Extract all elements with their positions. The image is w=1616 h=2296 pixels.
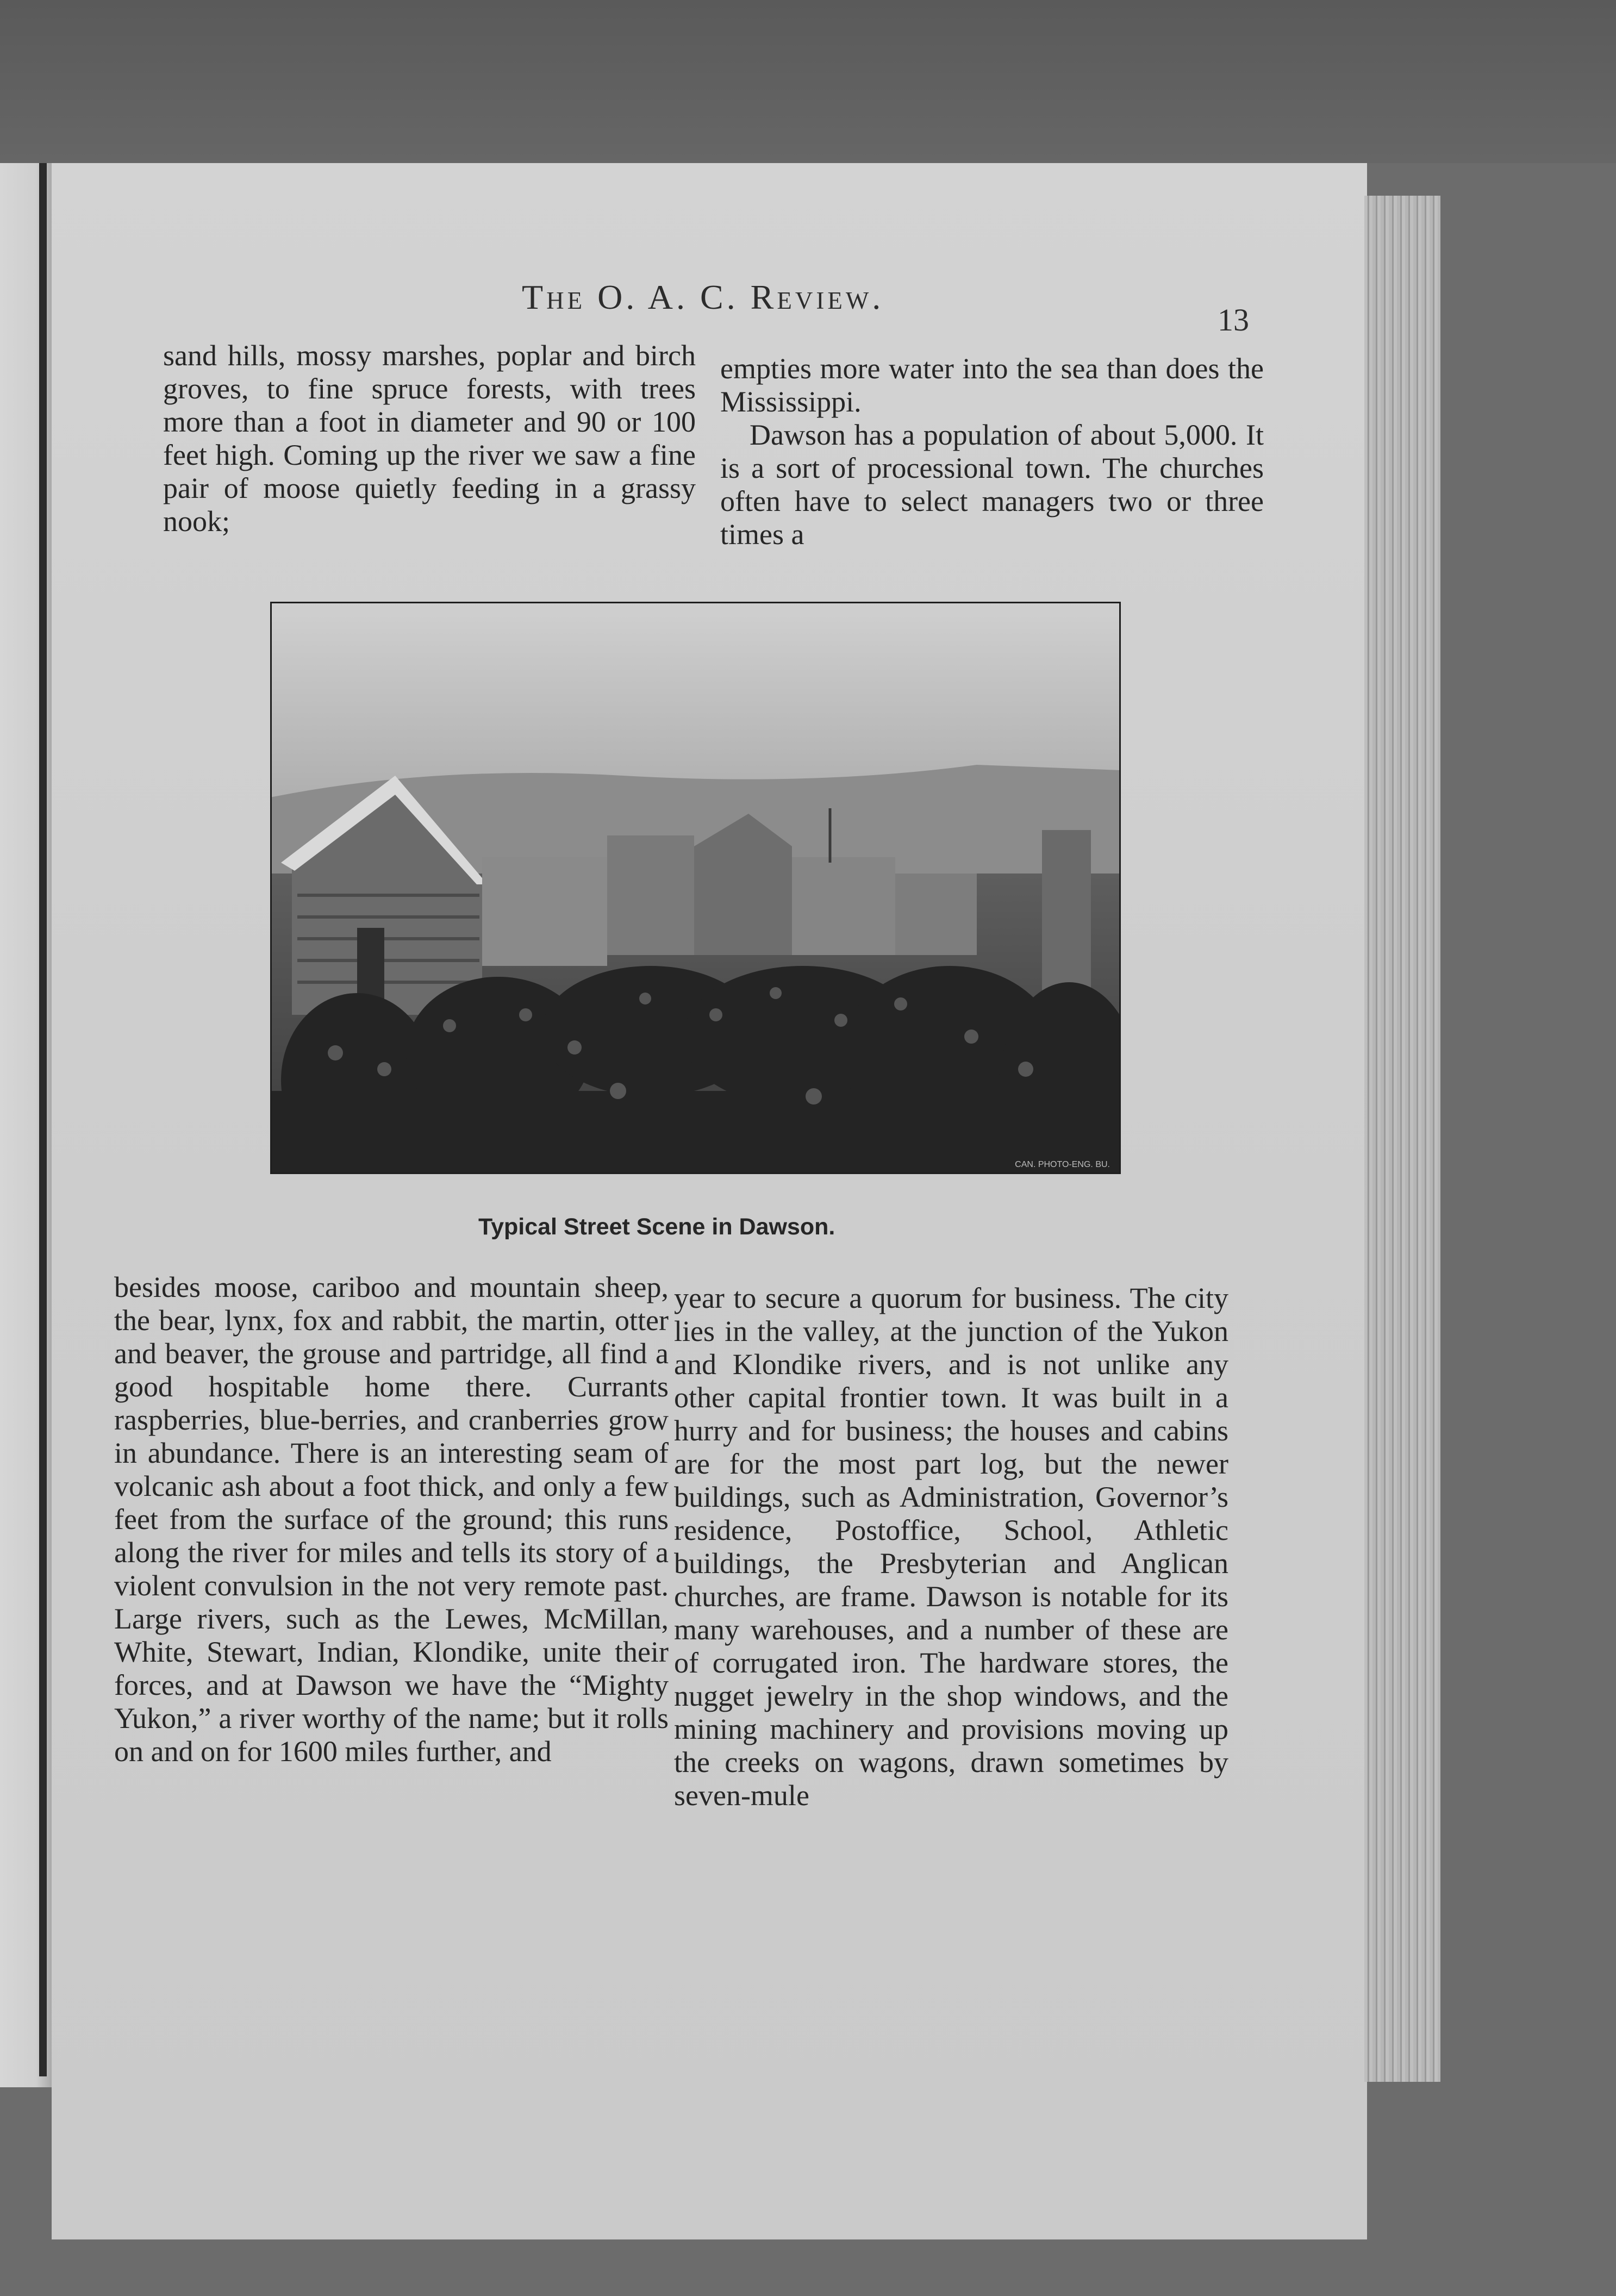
book-binding bbox=[39, 163, 47, 2076]
street-scene-photograph bbox=[270, 602, 1121, 1174]
paragraph: besides moose, cariboo and mountain sheep, the bear, lynx, fox and rabbit, the martin, otter and beaver, the grouse and partridge, all find a good hospitable home there. Currants raspberries, blue-berries, and cranberries grow in abundance. There is an interesting seam of volcanic ash about a foot thick, and only a few feet from the surface of the ground; this runs along the river for miles and tells its story of a violent convulsion in the not very remote past. Large rivers, such as the Lewes, McMillan, White, Stewart, Indian, Klondike, unite their forces, and at Dawson we have the “Mighty Yukon,” a river worthy of the name; but it rolls on and on for 1600 miles further, and bbox=[114, 1271, 669, 1768]
paragraph: sand hills, mossy marshes, poplar and birch groves, to fine spruce forests, with trees more than a foot in diameter and 90 or 100 feet high. Coming up the river we saw a fine pair of moose quietly feeding in a grassy nook; bbox=[163, 339, 696, 538]
page-number: 13 bbox=[1218, 302, 1249, 338]
building bbox=[607, 835, 694, 955]
building bbox=[792, 857, 895, 955]
building bbox=[895, 874, 977, 955]
cabin-door bbox=[357, 928, 384, 1004]
journal-title: The O. A. C. Review. bbox=[522, 278, 884, 316]
scan-background bbox=[0, 0, 1616, 163]
paragraph: empties more water into the sea than does the Mississippi. bbox=[720, 352, 1264, 418]
column-top-right bbox=[720, 352, 1264, 551]
column-bottom-left bbox=[114, 1271, 669, 1768]
building bbox=[482, 857, 607, 966]
running-header bbox=[522, 277, 957, 317]
paragraph: year to secure a quorum for business. The city lies in the valley, at the junction of the Yukon and Klondike rivers, and is not unlike any other capital frontier town. It was built in a hurry and for business; the houses and cabins are for the most part log, but the newer buildings, such as Administration, Governor’s residence, Postoffice, School, Athletic buildings, the Presbyterian and Anglican churches, are frame. Dawson is notable for its many warehouses, and a number of these are of corrugated iron. The hardware stores, the nugget jewelry in the shop windows, and the mining machinery and provisions moving up the creeks on wagons, drawn sometimes by seven-mule bbox=[674, 1282, 1228, 1812]
photo-credit: CAN. PHOTO-ENG. BU. bbox=[1015, 1160, 1110, 1169]
figure-caption: Typical Street Scene in Dawson. bbox=[478, 1214, 835, 1240]
column-top-left bbox=[163, 339, 696, 538]
page-edge-stack bbox=[1364, 196, 1440, 2082]
column-bottom-right bbox=[674, 1282, 1228, 1812]
paragraph: Dawson has a population of about 5,000. It is a sort of processional town. The churches often have to select managers two or three times a bbox=[720, 419, 1264, 551]
